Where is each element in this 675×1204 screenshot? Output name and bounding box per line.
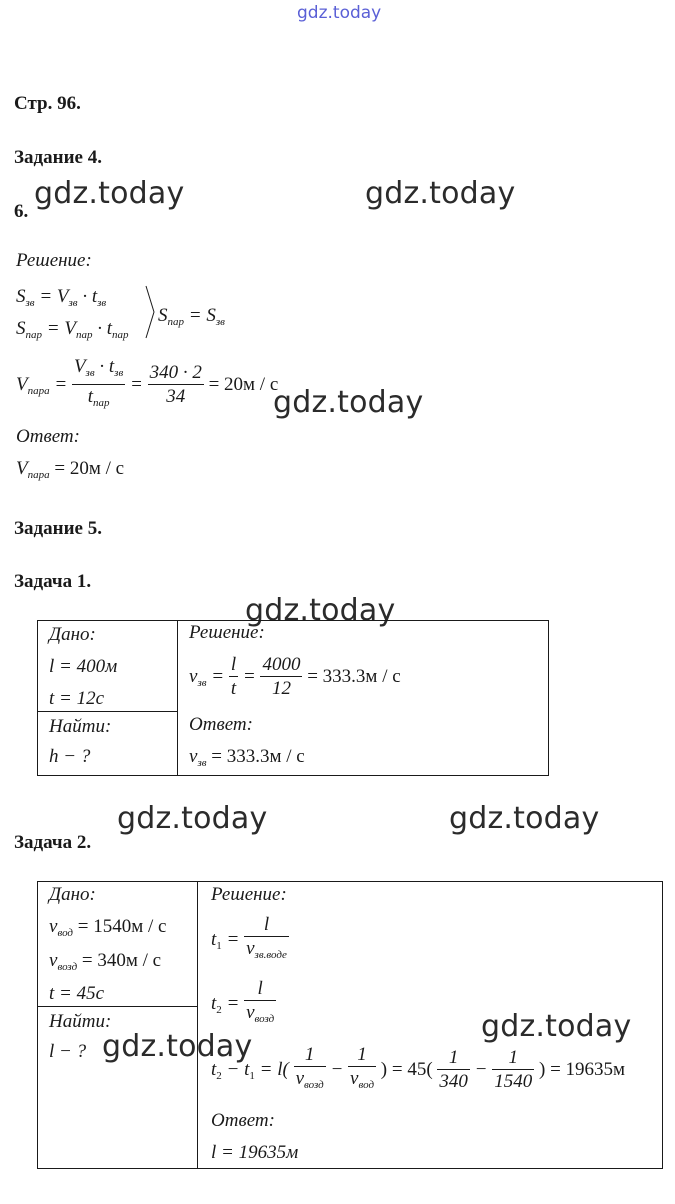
problem2-difference-formula: $t_2 - t_1 = l$( $\frac{1}{v_{возд}}$ − $\frac{1}{v_{вод}}$ ) = 45( $\frac{1}{340}$ − $\frac{1}{1540}$ ) = 19635м	[211, 1044, 625, 1097]
task4-equality-condition: $S_{пар} = S_{зв}$	[158, 305, 225, 328]
problem2-find-label: Найти:	[49, 1011, 112, 1032]
watermark: gdz.today	[449, 801, 600, 836]
problem1-solution-label: Решение:	[189, 622, 265, 643]
table-divider	[177, 620, 178, 775]
problem1-given-length: l = 400м	[49, 656, 118, 677]
table-divider	[37, 711, 177, 712]
angle-bracket-icon	[144, 284, 156, 340]
watermark: gdz.today	[117, 801, 268, 836]
task4-solution-label: Решение:	[16, 250, 92, 271]
watermark: gdz.today	[273, 385, 424, 420]
table-divider	[37, 1006, 197, 1007]
problem1-title: Задача 1.	[14, 571, 92, 592]
problem1-given-time: t = 12с	[49, 688, 105, 709]
task4-answer-label: Ответ:	[16, 426, 80, 447]
task4-velocity-formula: $V_{пара}$ = $\frac{V_{зв} \cdot t_{зв}}{t_{пар}}$ = $\frac{340 \cdot 2}{34}$ = 20м / с	[16, 356, 278, 415]
problem2-find-value: l − ?	[49, 1041, 87, 1062]
watermark: gdz.today	[34, 176, 185, 211]
problem2-solution-label: Решение:	[211, 884, 287, 905]
task5-title: Задание 5.	[14, 518, 102, 539]
problem2-given-time: t = 45с	[49, 983, 105, 1004]
problem2-answer-label: Ответ:	[211, 1110, 275, 1131]
watermark: gdz.today	[481, 1009, 632, 1044]
problem2-t2-formula: $t_2$ = $\frac{l}{v_{возд}}$	[211, 978, 276, 1031]
problem2-answer-value: l = 19635м	[211, 1142, 299, 1163]
problem1-velocity-formula: $v_{зв}$ = $\frac{l}{t}$ = $\frac{4000}{12}$ = 333.3м / с	[189, 654, 401, 699]
task4-item-number: 6.	[14, 201, 29, 222]
task4-steam-distance-eq: $S_{пар} = V_{пар} \cdot t_{пар}$	[16, 318, 129, 341]
problem1-answer-label: Ответ:	[189, 714, 253, 735]
watermark: gdz.today	[102, 1029, 253, 1064]
task4-sound-distance-eq: $S_{зв} = V_{зв} \cdot t_{зв}$	[16, 286, 107, 309]
task4-title: Задание 4.	[14, 147, 102, 168]
top-watermark: gdz.today	[297, 3, 382, 23]
problem1-answer-value: $v_{зв} = 333.3м / с$	[189, 746, 305, 769]
watermark: gdz.today	[245, 593, 396, 628]
problem1-given-label: Дано:	[49, 624, 96, 645]
page-label: Стр. 96.	[14, 93, 81, 114]
task4-answer-value: $V_{пара} = 20м / с$	[16, 458, 125, 481]
problem2-given-air-speed: $v_{возд} = 340м / с$	[49, 950, 162, 973]
problem1-find-value: h − ?	[49, 746, 91, 767]
watermark: gdz.today	[365, 176, 516, 211]
problem2-given-label: Дано:	[49, 884, 96, 905]
problem1-find-label: Найти:	[49, 716, 112, 737]
problem2-title: Задача 2.	[14, 832, 92, 853]
problem2-given-water-speed: $v_{вод} = 1540м / с$	[49, 916, 167, 939]
table-divider	[197, 881, 198, 1168]
problem2-t1-formula: $t_1$ = $\frac{l}{v_{зв.воде}}$	[211, 914, 289, 967]
